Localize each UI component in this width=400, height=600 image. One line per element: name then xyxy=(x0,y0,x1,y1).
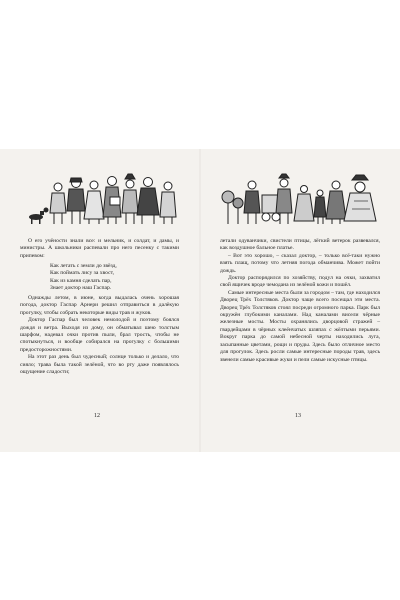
poem xyxy=(50,263,179,292)
paragraph: Доктор Гаспар был человек немолодой и поэтому боялся дождя и ветра. Выходя из дому, он обматывал шею толстым шарфом, надевал очки против пыли, брал трость, чтобы не спотыкнуться, и вообще собирался на прогулку с большими предосторожностями. xyxy=(20,317,179,353)
paragraph: На этот раз день был чудесный; солнце только и делало, что сияло; трава была такой зелёной, что во рту даже появлялось ощущение сладости; xyxy=(20,354,179,376)
left-page xyxy=(0,149,200,452)
poem-line: Как поймать лису за хвост, xyxy=(50,270,114,277)
illustration-crowd-right xyxy=(218,173,380,225)
poem-line: Как из камня сделать пар, xyxy=(50,277,112,284)
paragraph: летали одуванчики, свистели птицы, лёгкий ветерок развевался, как воздушное бальное платье. xyxy=(220,238,380,252)
poem-line: Как летать с земли до звёзд, xyxy=(50,263,117,270)
right-page-text xyxy=(220,238,380,364)
right-page xyxy=(200,149,400,452)
paragraph: Доктор распорядился по хозяйству, подул на очки, захватил свой ящичек вроде чемодана из зелёной кожи и пошёл. xyxy=(220,275,380,289)
page-number: 12 xyxy=(94,413,100,419)
poem-line: Знает доктор наш Гаспар. xyxy=(50,284,112,291)
illustration-crowd-left xyxy=(26,173,178,225)
paragraph: О его учёности знали все: и мельник, и солдат, и дамы, и министры. А школьники распевали про него песенку с такими припевом: xyxy=(20,238,179,259)
paragraph: – Вот это хорошо, – сказал доктор, – только всё-таки нужно взять плащ, потому что летняя погода обманчива. Может пойти дождь. xyxy=(220,252,380,274)
paragraph: Однажды летом, в июне, когда выдалась очень хорошая погода, доктор Гаспар Арнери решил отправиться в далёкую прогулку, чтобы собрать некоторые виды трав и жуков. xyxy=(20,295,179,316)
paragraph: Самые интересные места были за городом – там, где находился Дворец Трёх Толстяков. Доктор чаще всего посещал эти места. Дворец Трёх Толстяков стоял посреди огромного парка. Парк был окружён глубокими каналами. Над каналами висели чёрные железные мосты. Мосты охранялись дворцовой стражей – гвардейцами в чёрных клеёнчатых шляпах с жёлтыми перьями. Вокруг парка до самой небесной черты находились луга, засыпанные цветами, рощи и пруды. Здесь было отличное место для прогулок. Здесь росли самые интересные породы трав, здесь звенели самые красивые жуки и пели самые искусные птицы. xyxy=(220,289,380,363)
left-page-text xyxy=(20,238,179,377)
page-number: 13 xyxy=(295,413,301,419)
book-spread xyxy=(0,149,400,452)
